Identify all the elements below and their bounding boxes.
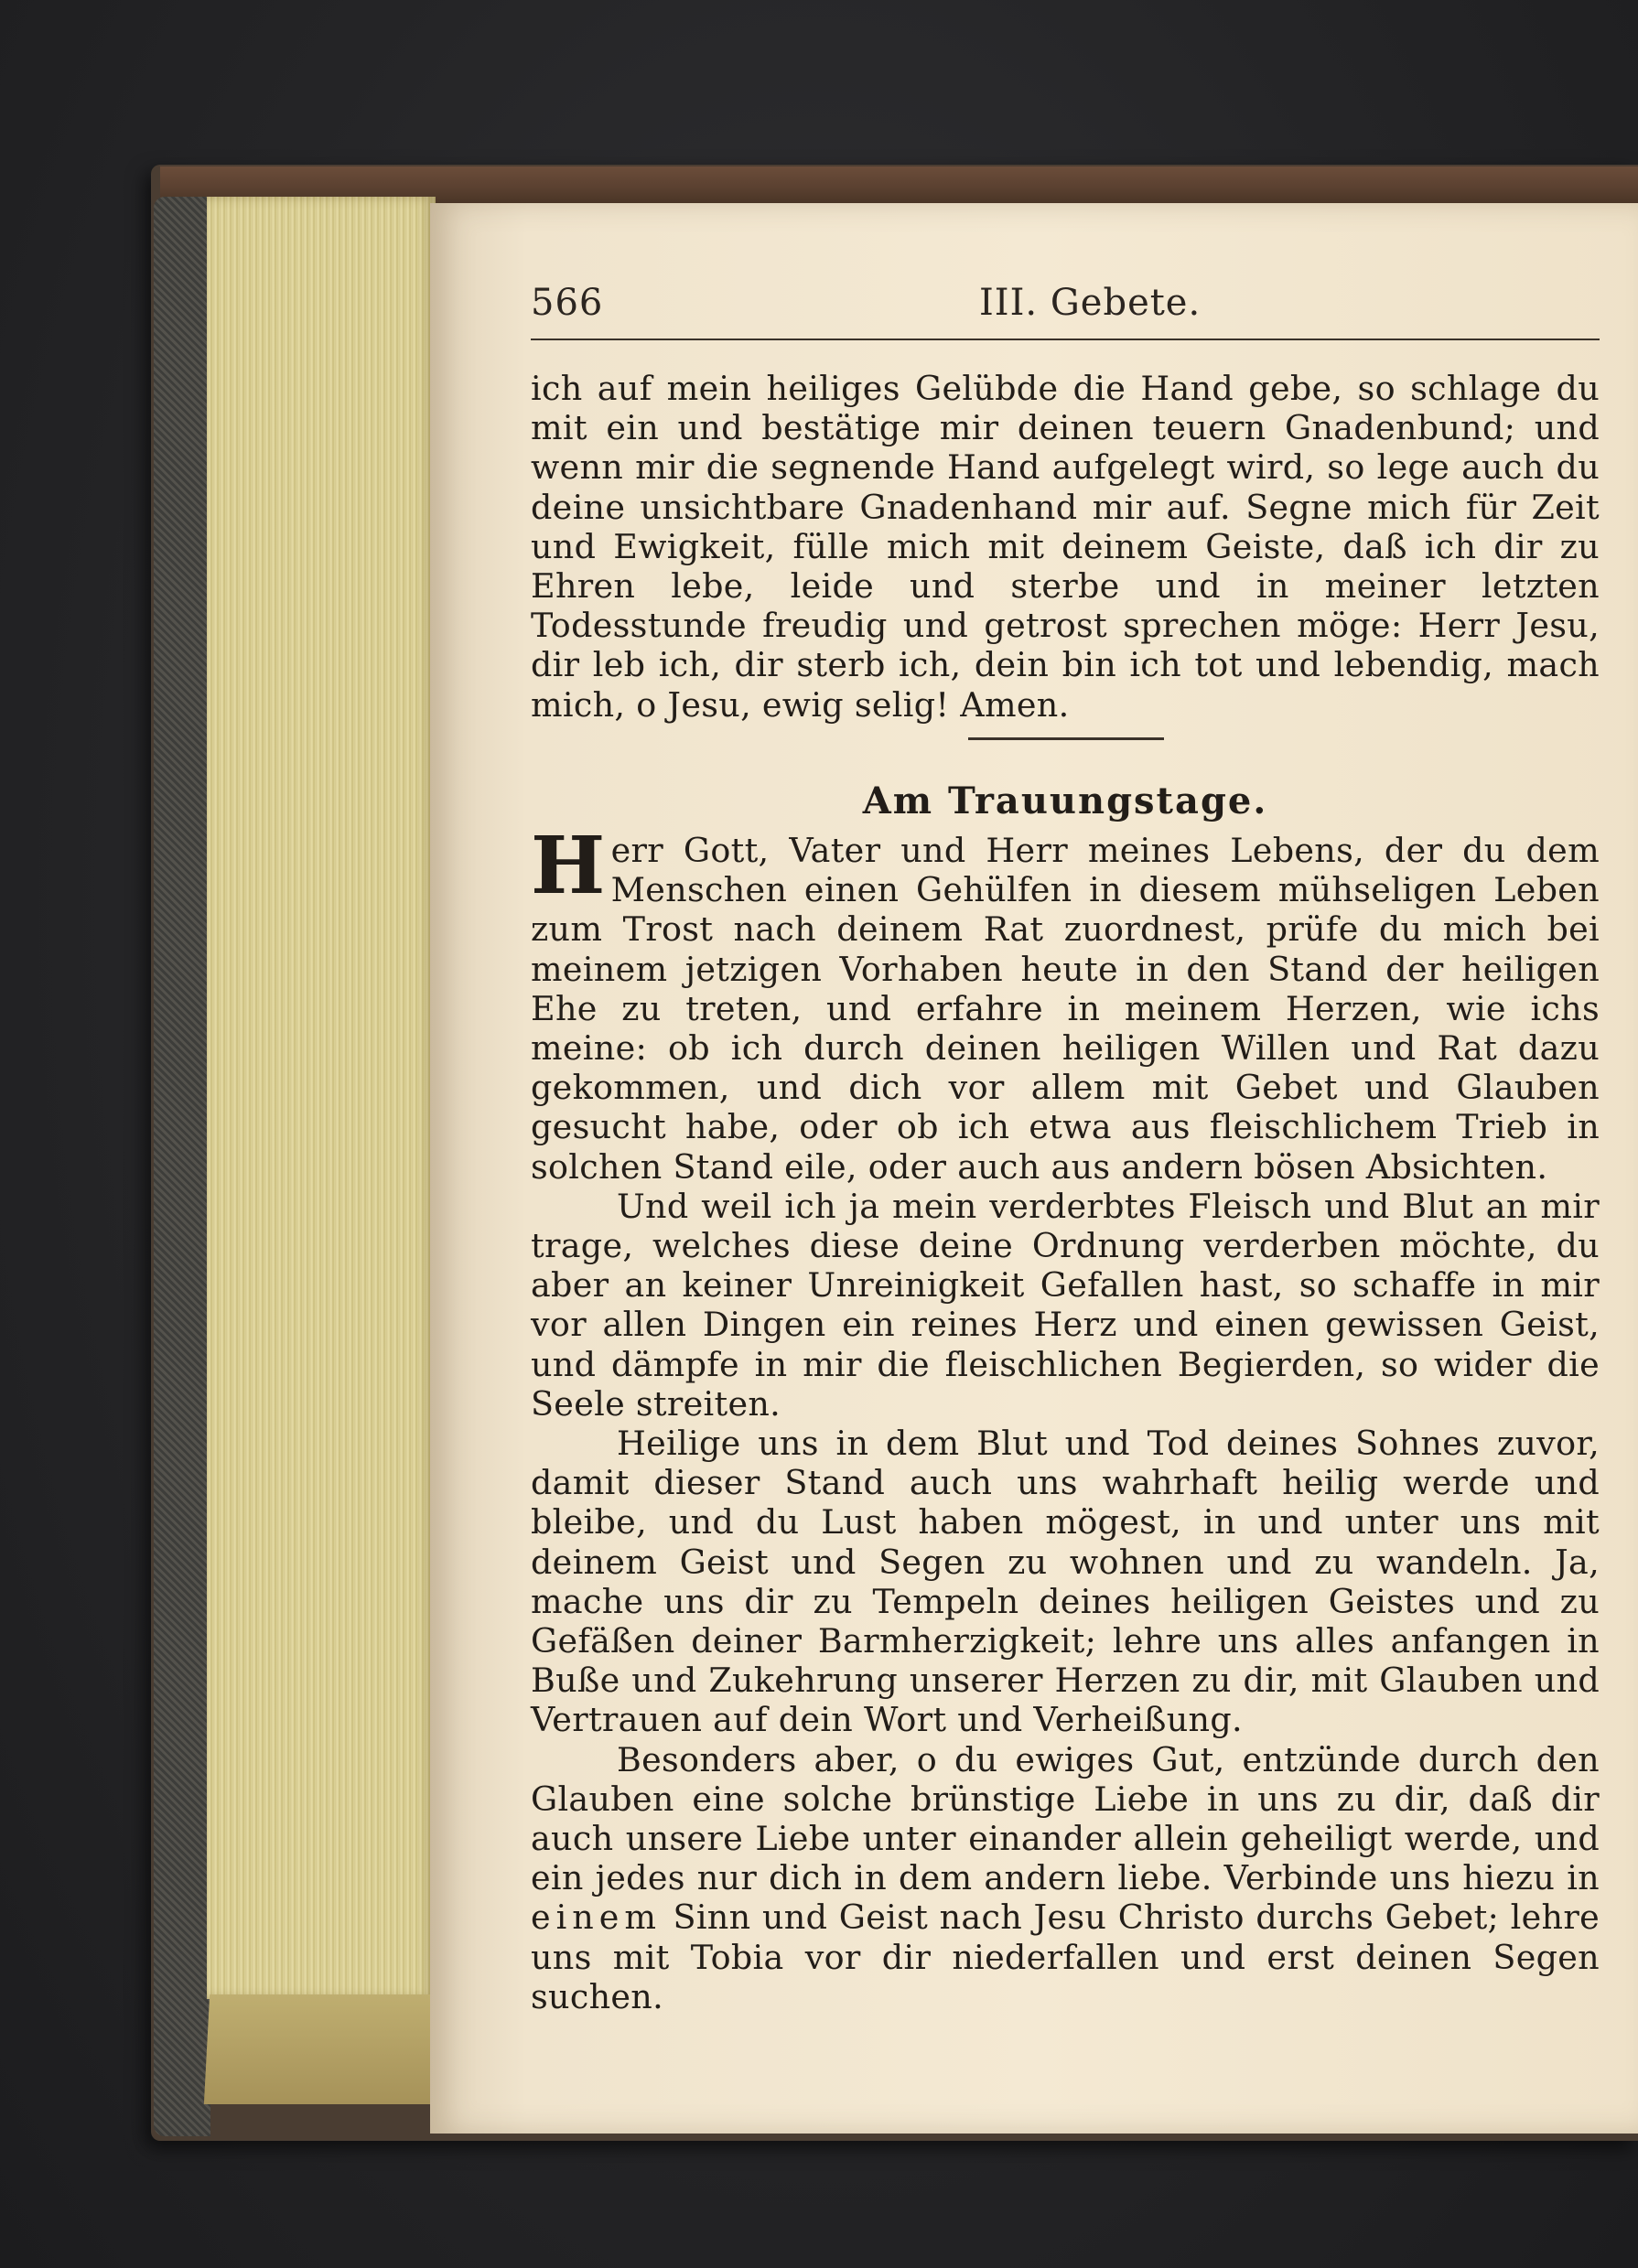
page-edges-bottom: [204, 1994, 438, 2104]
drop-initial: H: [531, 820, 606, 912]
prayer-paragraph-3: Heilige uns in dem Blut und Tod deines Sohnes zuvor, damit dieser Stand auch uns wahrhaft heilig werde und bleibe, und du Lust haben mögest, in und unter uns mit deinem Geist und Segen zu wohnen und zu wandeln. Ja, mache uns dir zu Tempeln deines heiligen Geistes und zu Gefäßen deiner Barmherzigkeit; lehre uns alles anfangen in Buße und Zukehrung unserer Herzen zu dir, mit Glauben und Vertrauen auf dein Wort und Verheißung.: [531, 1424, 1600, 1740]
continued-prayer-text: [531, 369, 1600, 725]
continued-paragraph: ich auf mein heiliges Gelübde die Hand gebe, so schlage du mit ein und bestätige mir deinen teuern Gnadenbund; und wenn mir die segnende Hand aufgelegt wird, so lege auch du deine unsichtbare Gnadenhand mir auf. Segne mich für Zeit und Ewigkeit, fülle mich mit deinem Geiste, daß ich dir zu Ehren lebe, leide und sterbe und in meiner letzten Todesstunde freudig und getrost sprechen möge: Herr Jesu, dir leb ich, dir sterb ich, dein bin ich tot und lebendig, mach mich, o Jesu, ewig selig! Amen.: [531, 369, 1600, 725]
page-number: 566: [531, 282, 604, 324]
page-edges: [207, 197, 436, 1999]
book-spine: [154, 197, 210, 2136]
prayer-paragraph-4: [531, 1740, 1600, 2016]
prayer-paragraph-1-text: err Gott, Vater und Herr meines Lebens, der du dem Menschen einen Gehülfen in diesem mühseligen Leben zum Trost nach deinem Rat zuordnest, prüfe du mich bei meinem jetzigen Vorhaben heute in den Stand der heiligen Ehe zu treten, und erfahre in meinem Herzen, wie ichs meine: ob ich durch deinen heiligen Willen und Rat dazu gekommen, und dich vor allem mit Gebet und Glauben gesucht habe, oder ob ich etwa aus fleischlichem Trieb in solchen Stand eile, oder auch aus andern bösen Absichten.: [531, 831, 1600, 1187]
prayer-paragraph-1: [531, 820, 1600, 1187]
prayer-title: Am Trauungstage.: [862, 779, 1268, 822]
prayer-paragraph-4-part-b: Sinn und Geist nach Jesu Christo durchs Gebet; lehre uns mit Tobia vor dir niederfallen und erst deinen Segen suchen.: [531, 1897, 1600, 2016]
prayer-paragraph-4-part-a: Besonders aber, o du ewiges Gut, entzünde durch den Glauben eine solche brünstige Liebe in uns zu dir, daß dir auch unsere Liebe unter einander allein geheiligt werde, und ein jedes nur dich in dem andern liebe. Verbinde uns hiezu in: [531, 1739, 1600, 1898]
header-rule: [531, 339, 1600, 340]
section-divider: [968, 737, 1164, 740]
prayer-body: [531, 820, 1600, 2016]
prayer-paragraph-2: Und weil ich ja mein verderbtes Fleisch und Blut an mir trage, welches diese deine Ordnung verderben möchte, du aber an keiner Unreinigkeit Gefallen hast, so schaffe in mir vor allen Dingen ein reines Herz und einen gewissen Geist, und dämpfe in mir die fleischlichen Begierden, so wider die Seele streiten.: [531, 1186, 1600, 1424]
running-head: [531, 273, 1611, 328]
section-title: III. Gebete.: [979, 282, 1202, 324]
emphasized-word: einem: [531, 1897, 662, 1938]
